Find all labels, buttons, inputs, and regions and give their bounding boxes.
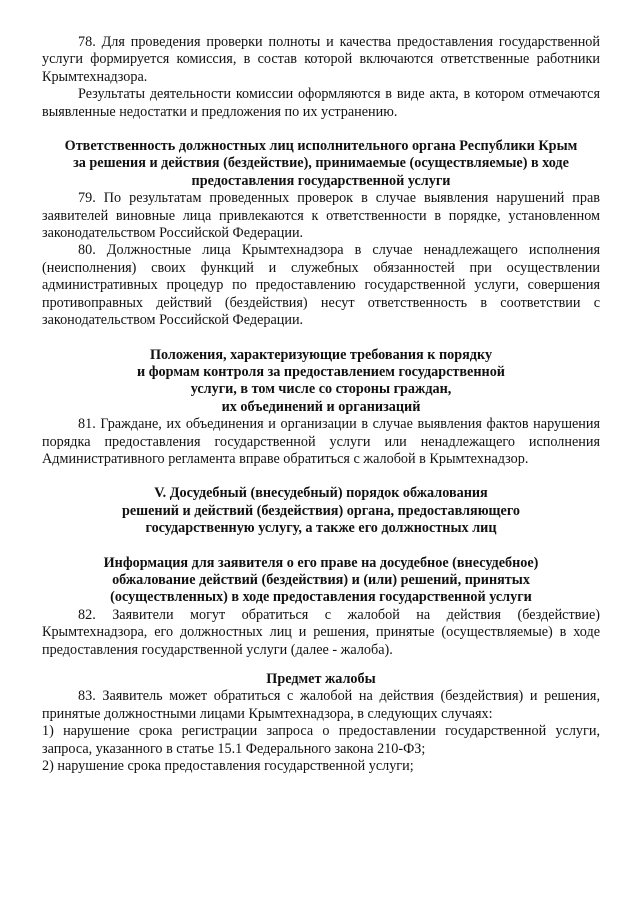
heading-line: услуги, в том числе со стороны граждан, (190, 381, 452, 398)
heading-line: за решения и действия (бездействие), принимаемые (осуществляемые) в ходе (73, 155, 569, 172)
heading-line: решений и действий (бездействия) органа, предоставляющего (121, 502, 521, 519)
heading-complaint-subject: Предмет жалобы (266, 671, 376, 687)
heading-line: (осуществленных) в ходе предоставления государственной услуги (110, 589, 532, 606)
heading-line: Положения, характеризующие требования к порядку (149, 346, 493, 363)
list-item-2: 2) нарушение срока предоставления государственной услуги; (42, 758, 414, 775)
heading-line: V. Досудебный (внесудебный) порядок обжалования (154, 485, 488, 502)
paragraph-78: 78. Для проведения проверки полноты и качества предоставления государственной услуги формируется комиссия, в состав которой включаются ответственные работники Крымтехнадзора. (42, 34, 600, 85)
paragraph-78-results: Результаты деятельности комиссии оформляются в виде акта, в котором отмечаются выявленные недостатки и предложения по их устранению. (42, 86, 600, 120)
heading-line: предоставления государственной услуги (191, 172, 451, 189)
heading-responsibility (42, 138, 600, 190)
heading-control (42, 347, 600, 417)
paragraph-80: 80. Должностные лица Крымтехнадзора в случае ненадлежащего исполнения (неисполнения) своих функций и служебных обязанностей при осуществлении административных процедур по предоставлению государственной услуги, совершения противоправных действий (бездействия) несут ответственность в соответствии с законодательством Российской Федерации. (42, 242, 600, 329)
paragraph-81: 81. Граждане, их объединения и организации в случае выявления фактов нарушения порядка предоставления государственной услуги или ненадлежащего исполнения Административного регламента вправе обратиться с жалобой в Крымтехнадзор. (42, 416, 600, 467)
paragraph-79: 79. По результатам проведенных проверок в случае выявления нарушений прав заявителей виновные лица привлекаются к ответственности в порядке, установленном законодательством Российской Федерации. (42, 190, 600, 242)
list-item-1: 1) нарушение срока регистрации запроса о предоставлении государственной услуги, запроса, указанного в статье 15.1 Федерального закона 210-ФЗ; (42, 723, 600, 757)
paragraph-82: 82. Заявители могут обратиться с жалобой на действия (бездействие) Крымтехнадзора, его должностных лиц и решения, принятые (осуществляемые) в ходе предоставления государственной услуги (далее - жалоба). (42, 606, 600, 658)
paragraph-83: 83. Заявитель может обратиться с жалобой на действия (бездействия) и решения, принятые должностными лицами Крымтехнадзора, в следующих случаях: (42, 688, 600, 722)
heading-line: Информация для заявителя о его праве на досудебное (внесудебное) (103, 554, 539, 571)
heading-line: обжалование действий (бездействия) и (или) решений, принятых (112, 571, 530, 588)
heading-line: Ответственность должностных лиц исполнительного органа Республики Крым (64, 138, 578, 155)
heading-section-5 (42, 485, 600, 537)
heading-line: и формам контроля за предоставлением государственной (137, 363, 505, 380)
heading-appeal-info (42, 555, 600, 607)
heading-line: государственную услугу, а также его должностных лиц (145, 520, 497, 537)
heading-line: их объединений и организаций (221, 398, 421, 415)
